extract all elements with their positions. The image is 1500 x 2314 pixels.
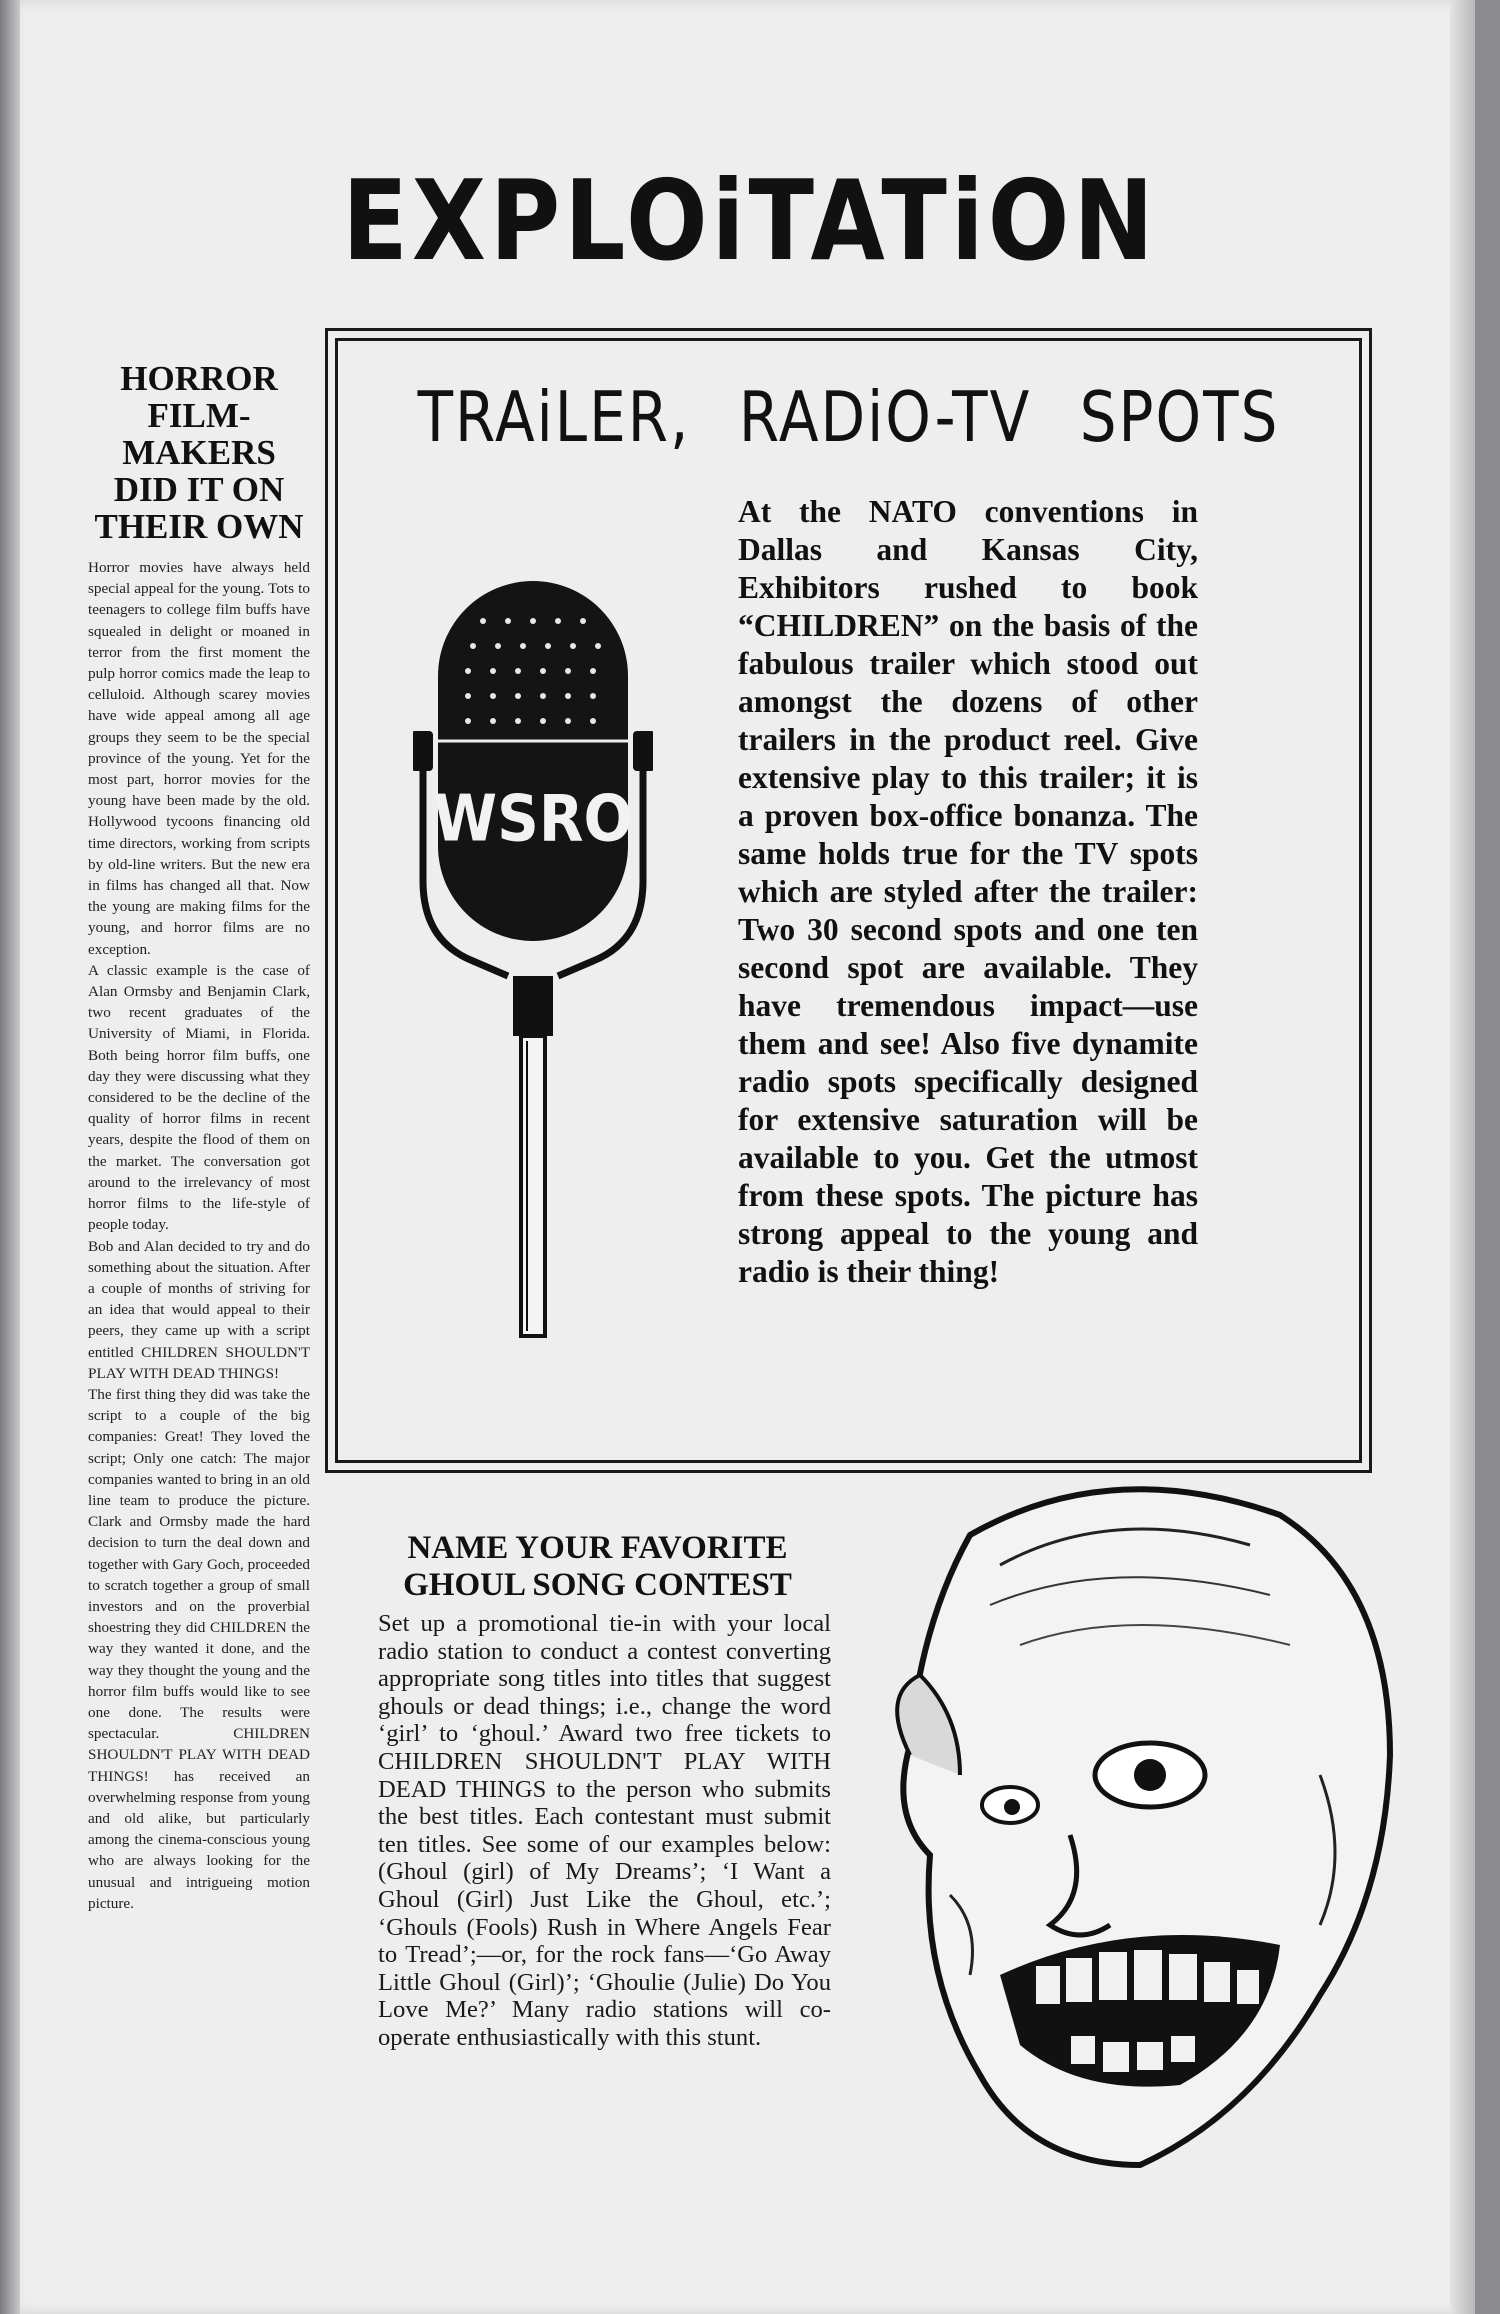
left-article-paragraph: Bob and Alan decided to try and do something about the situation. After a couple of months of striving for an idea that would appeal to their peers, they came up with a script entitled CHILDREN SHOULDN'T PLAY WITH DEAD THINGS!	[88, 1237, 310, 1382]
left-article-body	[88, 557, 310, 1914]
left-article	[88, 360, 310, 1914]
trailer-box-body: At the NATO conventions in Dallas and Kansas City, Exhibitors rushed to book “CHILDREN” on the basis of the fabulous trailer which stood out amongst the dozens of other trailers in the product reel. Give extensive play to this trailer; it is a proven box-office bonanza. The same holds true for the TV spots which are styled after the trailer: Two 30 second spots and one ten second spot are available. They have tremendous impact—use them and see! Also five dynamite radio spots specifically designed for extensive saturation will be available to you. Get the utmost from these spots. The picture has strong appeal to the young and radio is their thing!	[738, 494, 1198, 1289]
left-article-paragraph: Horror movies have always held special appeal for the young. Tots to teenagers to college film buffs have squealed in delight or moaned in terror from the first moment the pulp horror comics made the leap to celluloid. Although scarey movies have wide appeal among all age groups they seem to be the special province of the young. Yet for the most part, horror movies for the young have been made by the old. Hollywood tycoons financing old time directors, working from scripts by old-line writers. But the new era in films has changed all that. Now the young are making films for the young, and horror films are no exception.	[88, 559, 310, 958]
microphone-icon	[413, 581, 653, 1341]
contest-title: NAME YOUR FAVORITE GHOUL SONG CONTEST	[403, 1530, 792, 1603]
left-article-paragraph: The first thing they did was take the script to a couple of the big companies: Great! They loved the script; Only one catch: The major companies wanted to bring in an old line team to produce the picture. Clark and Ormsby made the hard decision to turn the deal down and together with Gary Goch, proceeded to scratch together a group of small investors and on the proverbial shoestring they did CHILDREN the way they wanted it done, and the way they thought the young and the horror film buffs would like to see one done. The results were spectacular. CHILDREN SHOULDN'T PLAY WITH DEAD THINGS! has received an overwhelming response from young and old alike, but particularly among the cinema-conscious young who are always looking for the unusual and intrigueing motion picture.	[88, 1385, 310, 1912]
contest-body: Set up a promotional tie-in with your local radio station to conduct a contest converting appropriate song titles into titles that suggest ghouls or dead things; i.e., change the word ‘girl’ to ‘ghoul.’ Award two free tickets to CHILDREN SHOULDN'T PLAY WITH DEAD THINGS to the person who submits the best titles. Each contestant must submit ten titles. See some of our examples below: (Ghoul (girl) of My Dreams’; ‘I Want a Ghoul (Girl) Just Like the Ghoul, etc.’; ‘Ghouls (Fools) Rush in Where Angels Fear to Tread’;—or, for the rock fans—‘Go Away Little Ghoul (Girl)’; ‘Ghoulie (Julie) Do You Love Me?’ Many radio stations will co-operate enthusiastically with this stunt.	[378, 1610, 831, 2051]
trailer-radio-tv-box	[335, 338, 1362, 1463]
left-article-paragraph: A classic example is the case of Alan Ormsby and Benjamin Clark, two recent graduates of the University of Miami, in Florida. Both being horror film buffs, one day they were discussing what they considered to be the decline of the quality of horror films in recent years, despite the flood of them on the market. The conversation got around to the irrelevancy of most horror films to the life-style of people today.	[88, 961, 310, 1234]
mic-label: WSRO	[433, 781, 633, 857]
page-edge	[1450, 0, 1475, 2314]
binding-gutter	[0, 0, 20, 2314]
page-headline: EXPLOiTATiON	[342, 156, 1158, 286]
left-article-title: HORROR FILM-MAKERS DID IT ON THEIR OWN	[94, 359, 304, 546]
ghoul-illustration	[850, 1475, 1410, 2175]
trailer-box-title: TRAiLER, RADiO-TV SPOTS	[417, 376, 1280, 458]
